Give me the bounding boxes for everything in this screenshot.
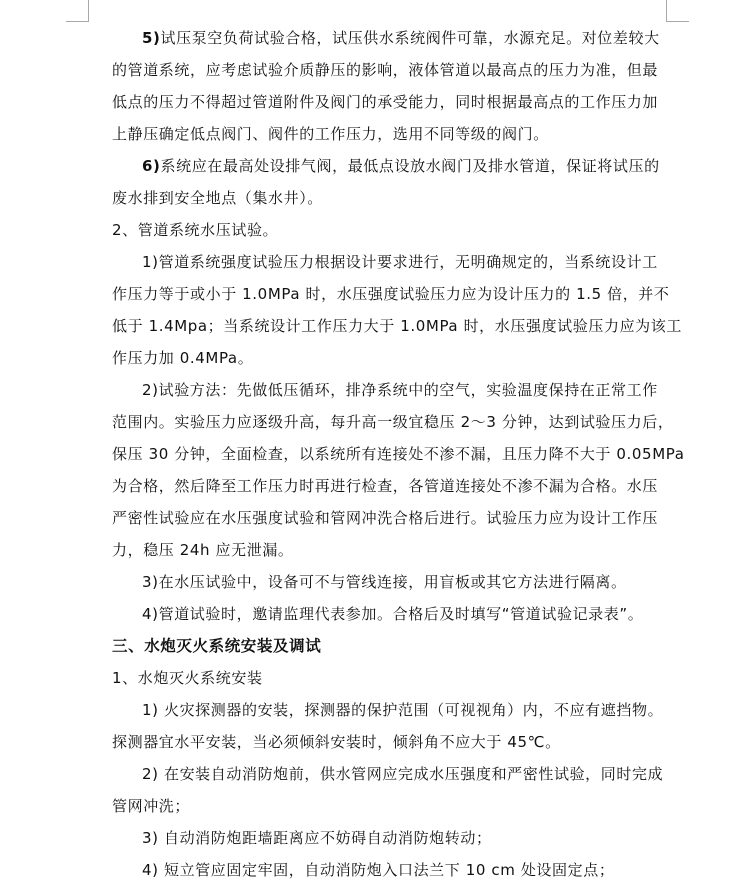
line-text: 3) 自动消防炮距墙距离应不妨碍自动消防炮转动；	[142, 829, 492, 847]
line-text: 保压 30 分钟，全面检查，以系统所有连接处不渗不漏，且压力降不大于 0.05MPa	[112, 445, 685, 463]
document-body	[112, 22, 685, 886]
line-text: 3)在水压试验中，设备可不与管线连接，用盲板或其它方法进行隔离。	[142, 573, 627, 591]
line-text: 2) 在安装自动消防炮前，供水管网应完成水压强度和严密性试验，同时完成	[142, 765, 664, 783]
line-text: 低点的压力不得超过管道附件及阀门的承受能力，同时根据最高点的工作压力加	[112, 93, 659, 111]
text-line	[112, 182, 670, 214]
line-text: 严密性试验应在水压强度试验和管网冲洗合格后进行。试验压力应为设计工作压	[112, 509, 659, 527]
paragraph	[112, 662, 670, 694]
text-line	[112, 534, 670, 566]
line-text: 作压力等于或小于 1.0MPa 时，水压强度试验压力应为设计压力的 1.5 倍，并不	[112, 285, 670, 303]
text-line	[112, 630, 670, 662]
text-line	[112, 502, 670, 534]
paragraph	[112, 22, 670, 150]
text-line	[112, 54, 670, 86]
paragraph	[112, 214, 670, 246]
crop-mark-left-h	[66, 21, 89, 22]
paragraph	[112, 598, 670, 630]
line-text: 1) 火灾探测器的安装，探测器的保护范围（可视视角）内，不应有遮挡物。	[142, 701, 664, 719]
line-text: 2)试验方法：先做低压循环，排净系统中的空气，实验温度保持在正常工作	[142, 381, 658, 399]
line-text: 4) 短立管应固定牢固，自动消防炮入口法兰下 10 cm 处设固定点；	[142, 861, 615, 879]
text-line	[112, 278, 670, 310]
text-line	[112, 598, 670, 630]
text-line	[112, 438, 685, 470]
paragraph	[112, 374, 685, 566]
text-line	[112, 310, 682, 342]
text-line	[112, 406, 674, 438]
line-text: 上静压确定低点阀门、阀件的工作压力，选用不同等级的阀门。	[112, 125, 549, 143]
text-line	[112, 854, 670, 886]
line-text: 2、管道系统水压试验。	[112, 221, 279, 239]
line-text: 三、水炮灭火系统安装及调试	[112, 637, 322, 655]
line-text: 低于 1.4Mpa；当系统设计工作压力大于 1.0MPa 时，水压强度试验压力应为该工	[112, 317, 682, 335]
line-text: 1、水炮灭火系统安装	[112, 669, 263, 687]
paragraph	[112, 566, 670, 598]
text-line	[112, 342, 670, 374]
text-line	[112, 214, 670, 246]
line-text: 4)管道试验时，邀请监理代表参加。合格后及时填写“管道试验记录表”。	[142, 605, 644, 623]
text-line	[112, 86, 670, 118]
text-line	[112, 662, 670, 694]
text-line	[112, 758, 670, 790]
line-text: 的管道系统，应考虑试验介质静压的影响，液体管道以最高点的压力为准，但最	[112, 61, 659, 79]
line-text: 范围内。实验压力应逐级升高，每升高一级宜稳压 2～3 分钟，达到试验压力后，	[112, 413, 674, 431]
text-line	[112, 822, 670, 854]
line-text: 系统应在最高处设排气阀，最低点设放水阀门及排水管道，保证将试压的	[160, 157, 660, 175]
paragraph	[112, 150, 670, 214]
text-line	[112, 246, 670, 278]
text-line	[112, 726, 670, 758]
text-line	[112, 790, 670, 822]
line-text: 管网冲洗；	[112, 797, 191, 815]
text-line	[112, 566, 670, 598]
text-line	[112, 694, 670, 726]
paragraph	[112, 854, 670, 886]
section-heading	[112, 630, 670, 662]
line-text: 探测器宜水平安装，当必须倾斜安装时，倾斜角不应大于 45℃。	[112, 733, 561, 751]
line-text: 试压泵空负荷试验合格，试压供水系统阀件可靠，水源充足。对位差较大	[160, 29, 660, 47]
item-number: 6)	[142, 157, 161, 175]
text-line	[112, 374, 670, 406]
item-number: 5)	[142, 29, 161, 47]
paragraph	[112, 694, 670, 758]
text-line	[112, 150, 670, 182]
text-line	[112, 22, 670, 54]
line-text: 1)管道系统强度试验压力根据设计要求进行，无明确规定的，当系统设计工	[142, 253, 658, 271]
paragraph	[112, 246, 682, 374]
crop-mark-right	[666, 0, 667, 22]
paragraph	[112, 822, 670, 854]
line-text: 力，稳压 24h 应无泄漏。	[112, 541, 294, 559]
text-line	[112, 118, 670, 150]
line-text: 为合格，然后降至工作压力时再进行检查，各管道连接处不渗不漏为合格。水压	[112, 477, 659, 495]
paragraph	[112, 758, 670, 822]
crop-mark-left	[88, 0, 89, 22]
text-line	[112, 470, 670, 502]
line-text: 作压力加 0.4MPa。	[112, 349, 254, 367]
line-text: 废水排到安全地点（集水井）。	[112, 189, 323, 207]
